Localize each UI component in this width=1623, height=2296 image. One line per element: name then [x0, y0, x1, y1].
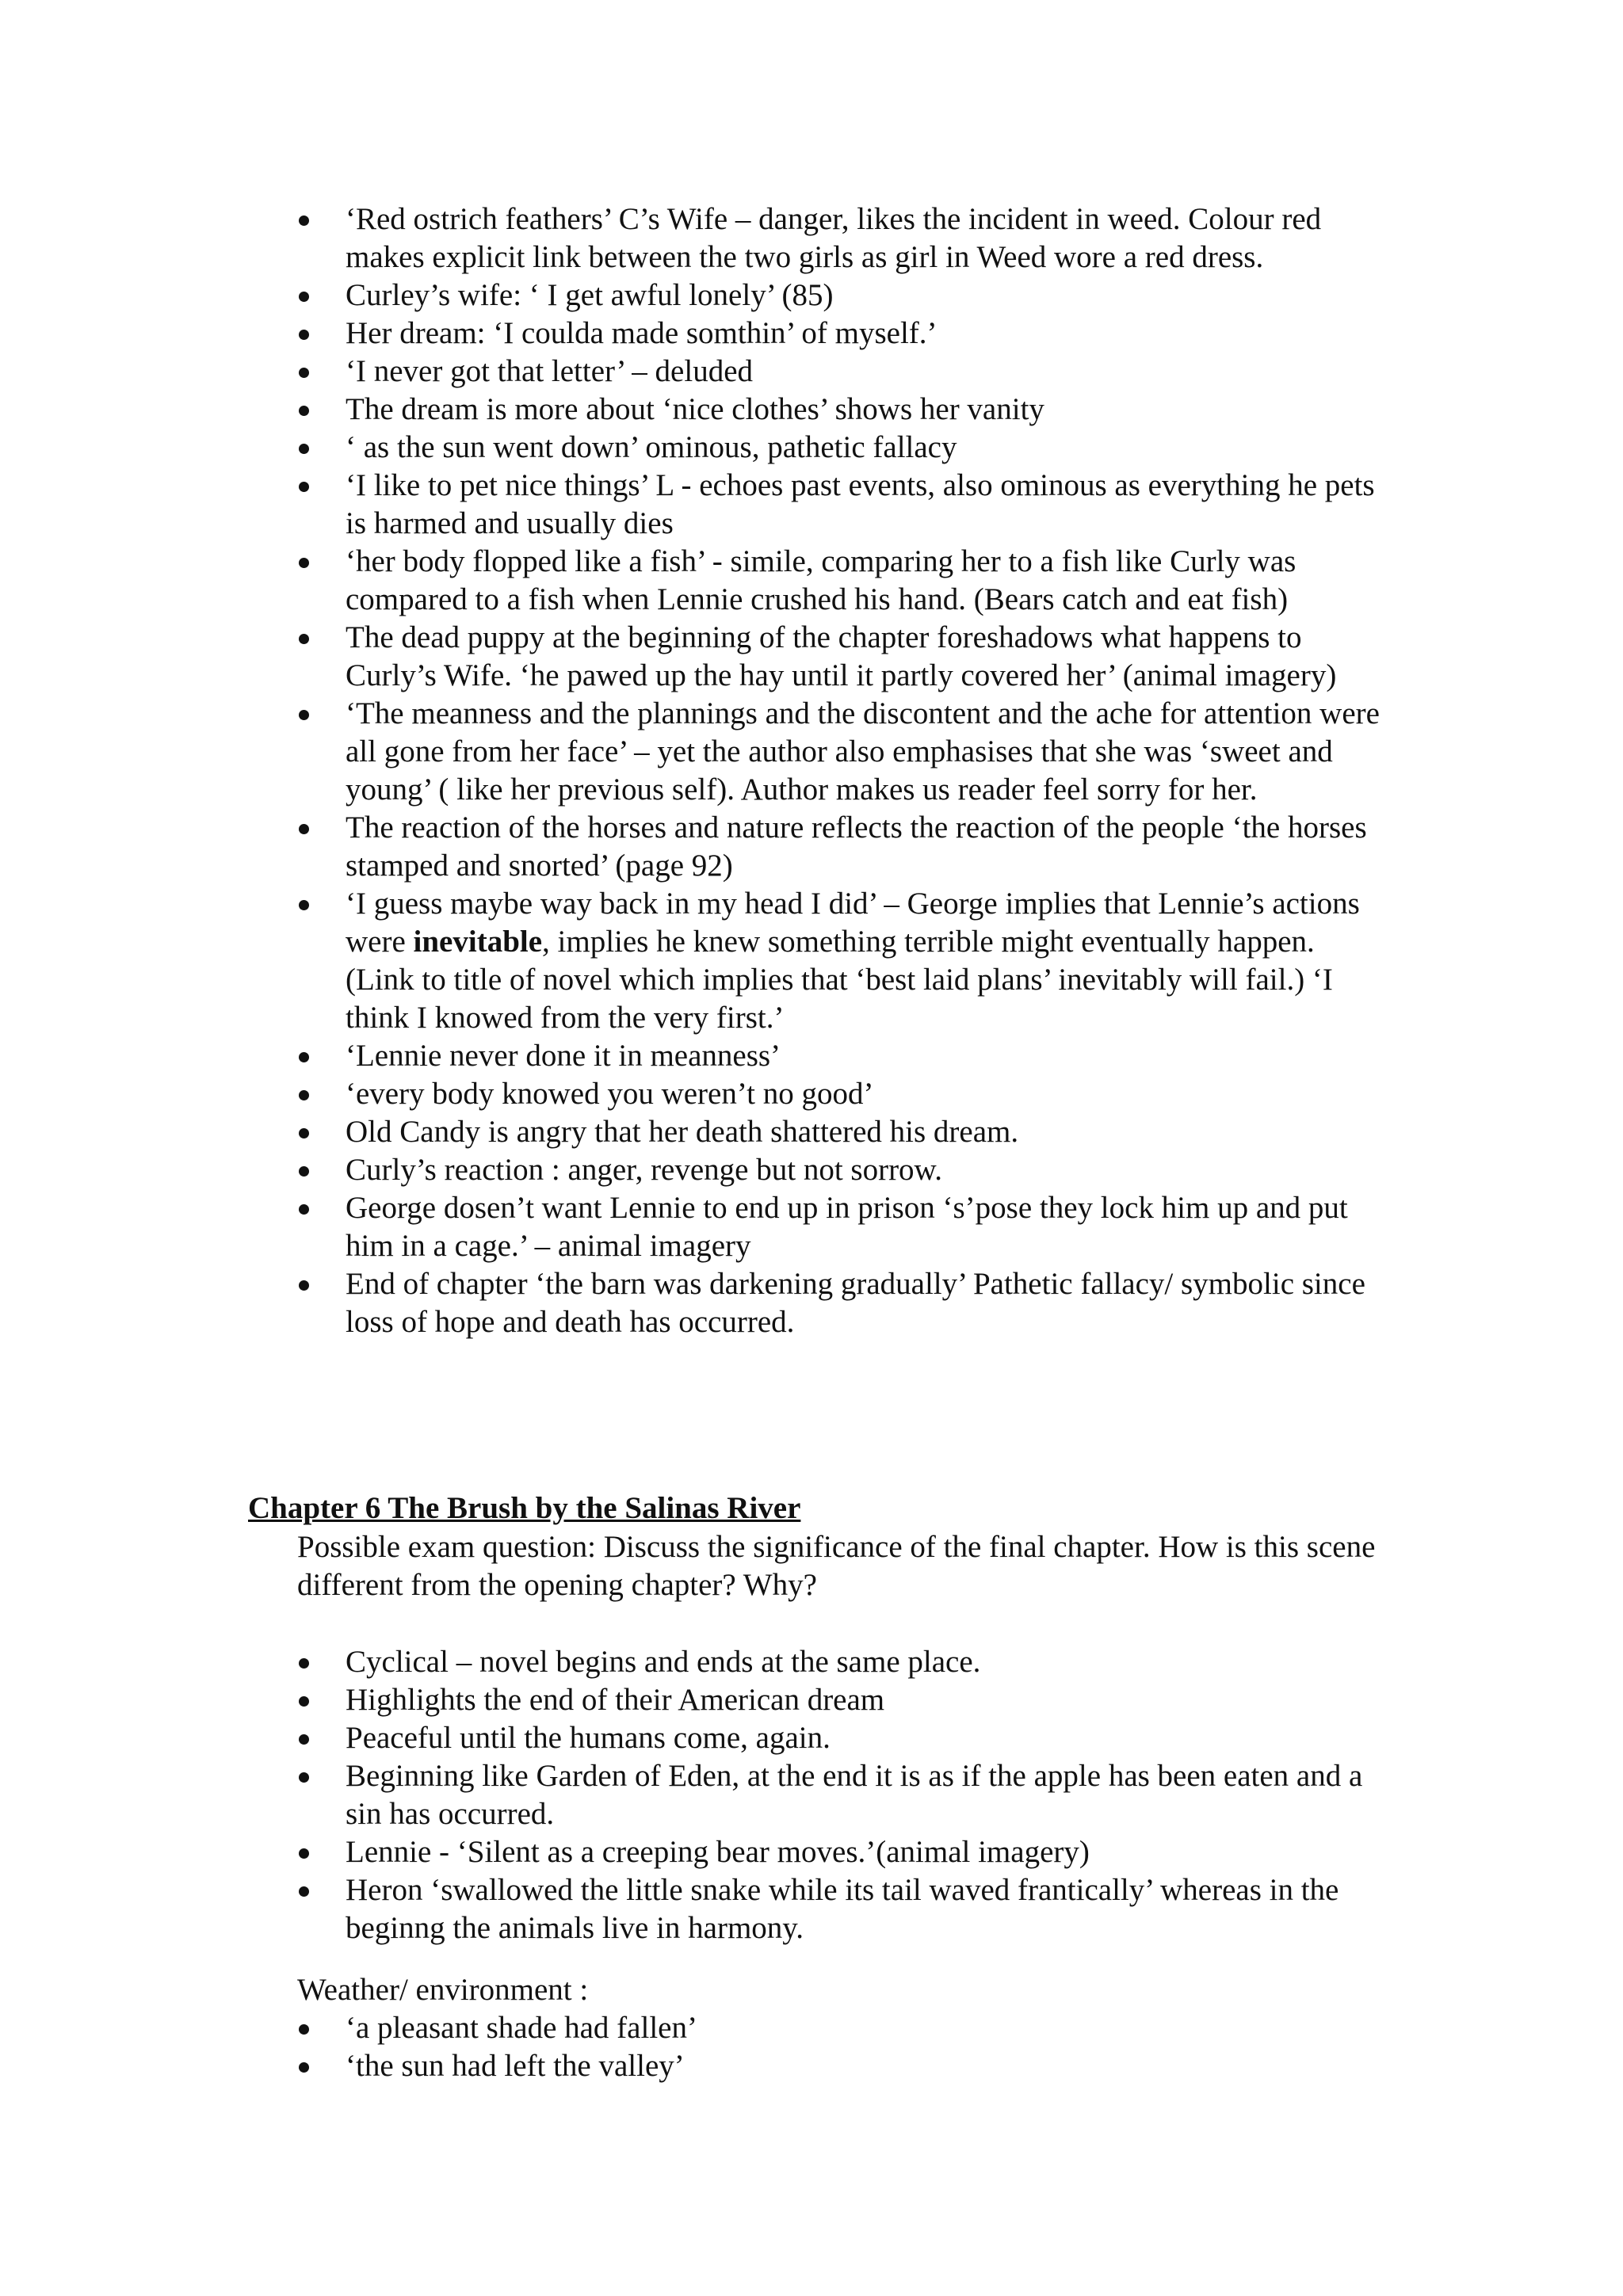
bullet-icon	[299, 444, 309, 454]
list-item	[0, 1189, 1623, 1265]
bullet-icon	[299, 824, 309, 834]
list-item	[0, 429, 1623, 467]
list-item	[0, 467, 1623, 543]
bullet-icon	[299, 1696, 309, 1707]
bullet-icon	[299, 1658, 309, 1669]
list-item	[0, 1075, 1623, 1113]
list-item-text	[346, 887, 1360, 1035]
bullet-icon	[299, 330, 309, 340]
bullet-icon	[299, 1204, 309, 1215]
list-item-text: Lennie - ‘Silent as a creeping bear moves.’(animal imagery)	[346, 1835, 1090, 1869]
bullet-icon	[299, 406, 309, 416]
bullet-icon	[299, 634, 309, 644]
bullet-icon	[299, 368, 309, 378]
list-item-text: Old Candy is angry that her death shattered his dream.	[346, 1115, 1019, 1149]
bullet-icon	[299, 900, 309, 910]
chapter5-notes-list	[0, 200, 1623, 1341]
list-item	[0, 315, 1623, 353]
bullet-icon	[299, 2024, 309, 2035]
list-item-text: The dream is more about ‘nice clothes’ shows her vanity	[346, 392, 1044, 426]
bullet-icon	[299, 215, 309, 226]
list-item	[0, 1037, 1623, 1075]
bullet-icon	[299, 1090, 309, 1100]
list-item	[0, 2009, 1623, 2047]
bullet-icon	[299, 1734, 309, 1745]
list-item-text: ‘Lennie never done it in meanness’	[346, 1039, 781, 1073]
list-item	[0, 1151, 1623, 1189]
list-item	[0, 885, 1623, 1037]
list-item	[0, 1113, 1623, 1151]
list-item-text: The dead puppy at the beginning of the chapter foreshadows what happens to Curly’s Wife. ‘he pawed up the hay until it partly covered her’ (animal imagery)	[346, 620, 1337, 692]
chapter6-notes-list	[0, 1643, 1623, 1947]
bullet-icon	[299, 1772, 309, 1783]
list-item	[0, 695, 1623, 809]
list-item-text: Curley’s wife: ‘ I get awful lonely’ (85)	[346, 278, 834, 312]
weather-notes-list	[0, 2009, 1623, 2085]
list-item-text: ‘The meanness and the plannings and the discontent and the ache for attention were all gone from her face’ – yet the author also emphasises that she was ‘sweet and young’ ( like her previous self). Author makes us reader feel sorry for her.	[346, 696, 1380, 807]
bullet-icon	[299, 710, 309, 720]
list-item	[0, 277, 1623, 315]
list-item-text: ‘Red ostrich feathers’ C’s Wife – danger, likes the incident in weed. Colour red makes explicit link between the two girls as girl in Weed wore a red dress.	[346, 202, 1322, 274]
bullet-icon	[299, 1052, 309, 1062]
exam-question: Possible exam question: Discuss the significance of the final chapter. How is this scene different from the opening chapter? Why?	[297, 1530, 1376, 1602]
list-item	[0, 1681, 1623, 1719]
list-item-text: Cyclical – novel begins and ends at the same place.	[346, 1645, 981, 1679]
list-item-text: Peaceful until the humans come, again.	[346, 1721, 831, 1755]
list-item-text: ‘every body knowed you weren’t no good’	[346, 1077, 874, 1111]
list-item	[0, 619, 1623, 695]
list-item	[0, 1265, 1623, 1341]
bullet-icon	[299, 1886, 309, 1897]
list-item	[0, 391, 1623, 429]
list-item	[0, 1757, 1623, 1833]
bullet-icon	[299, 1280, 309, 1291]
bullet-icon	[299, 482, 309, 492]
weather-label: Weather/ environment :	[297, 1973, 589, 2007]
list-item-text: Beginning like Garden of Eden, at the end it is as if the apple has been eaten and a sin has occurred.	[346, 1759, 1363, 1831]
list-item	[0, 543, 1623, 619]
list-item-text: Heron ‘swallowed the little snake while its tail waved frantically’ whereas in the beginng the animals live in harmony.	[346, 1873, 1339, 1945]
list-item-text: ‘I like to pet nice things’ L - echoes past events, also ominous as everything he pets is harmed and usually dies	[346, 468, 1375, 540]
bullet-icon	[299, 558, 309, 568]
list-item-text: Curly’s reaction : anger, revenge but not sorrow.	[346, 1153, 942, 1187]
list-item-text: Highlights the end of their American dream	[346, 1683, 885, 1717]
emphasis-text: inevitable	[413, 925, 543, 959]
bullet-icon	[299, 1166, 309, 1177]
list-item-text: ‘I never got that letter’ – deluded	[346, 354, 754, 388]
bullet-icon	[299, 2062, 309, 2073]
list-item	[0, 809, 1623, 885]
bullet-icon	[299, 292, 309, 302]
list-item	[0, 1871, 1623, 1947]
list-item-text: Her dream: ‘I coulda made somthin’ of myself.’	[346, 316, 938, 350]
bullet-icon	[299, 1848, 309, 1859]
list-item-text: ‘the sun had left the valley’	[346, 2049, 685, 2083]
list-item	[0, 353, 1623, 391]
list-item-text: ‘a pleasant shade had fallen’	[346, 2011, 697, 2045]
section-heading: Chapter 6 The Brush by the Salinas River	[248, 1491, 801, 1525]
list-item	[0, 1719, 1623, 1757]
list-item-text: ‘her body flopped like a fish’ - simile, comparing her to a fish like Curly was compared to a fish when Lennie crushed his hand. (Bears catch and eat fish)	[346, 544, 1296, 616]
list-item	[0, 2047, 1623, 2085]
list-item-text: ‘ as the sun went down’ ominous, pathetic fallacy	[346, 430, 957, 464]
list-item-text: The reaction of the horses and nature reflects the reaction of the people ‘the horses stamped and snorted’ (page 92)	[346, 810, 1367, 883]
bullet-icon	[299, 1128, 309, 1138]
list-item	[0, 200, 1623, 277]
list-item	[0, 1833, 1623, 1871]
list-item	[0, 1643, 1623, 1681]
list-item-text: End of chapter ‘the barn was darkening gradually’ Pathetic fallacy/ symbolic since loss of hope and death has occurred.	[346, 1267, 1365, 1339]
text-run: , implies he knew something terrible might eventually happen. (Link to title of novel which implies that ‘best laid plans’ inevitably will fail.) ‘I think I knowed from the very first.’	[346, 925, 1333, 1035]
text-run: ‘I guess maybe way back in my head I did’ – George implies that Lennie’s actions were	[346, 887, 1360, 959]
list-item-text: George dosen’t want Lennie to end up in prison ‘s’pose they lock him up and put him in a cage.’ – animal imagery	[346, 1191, 1348, 1263]
